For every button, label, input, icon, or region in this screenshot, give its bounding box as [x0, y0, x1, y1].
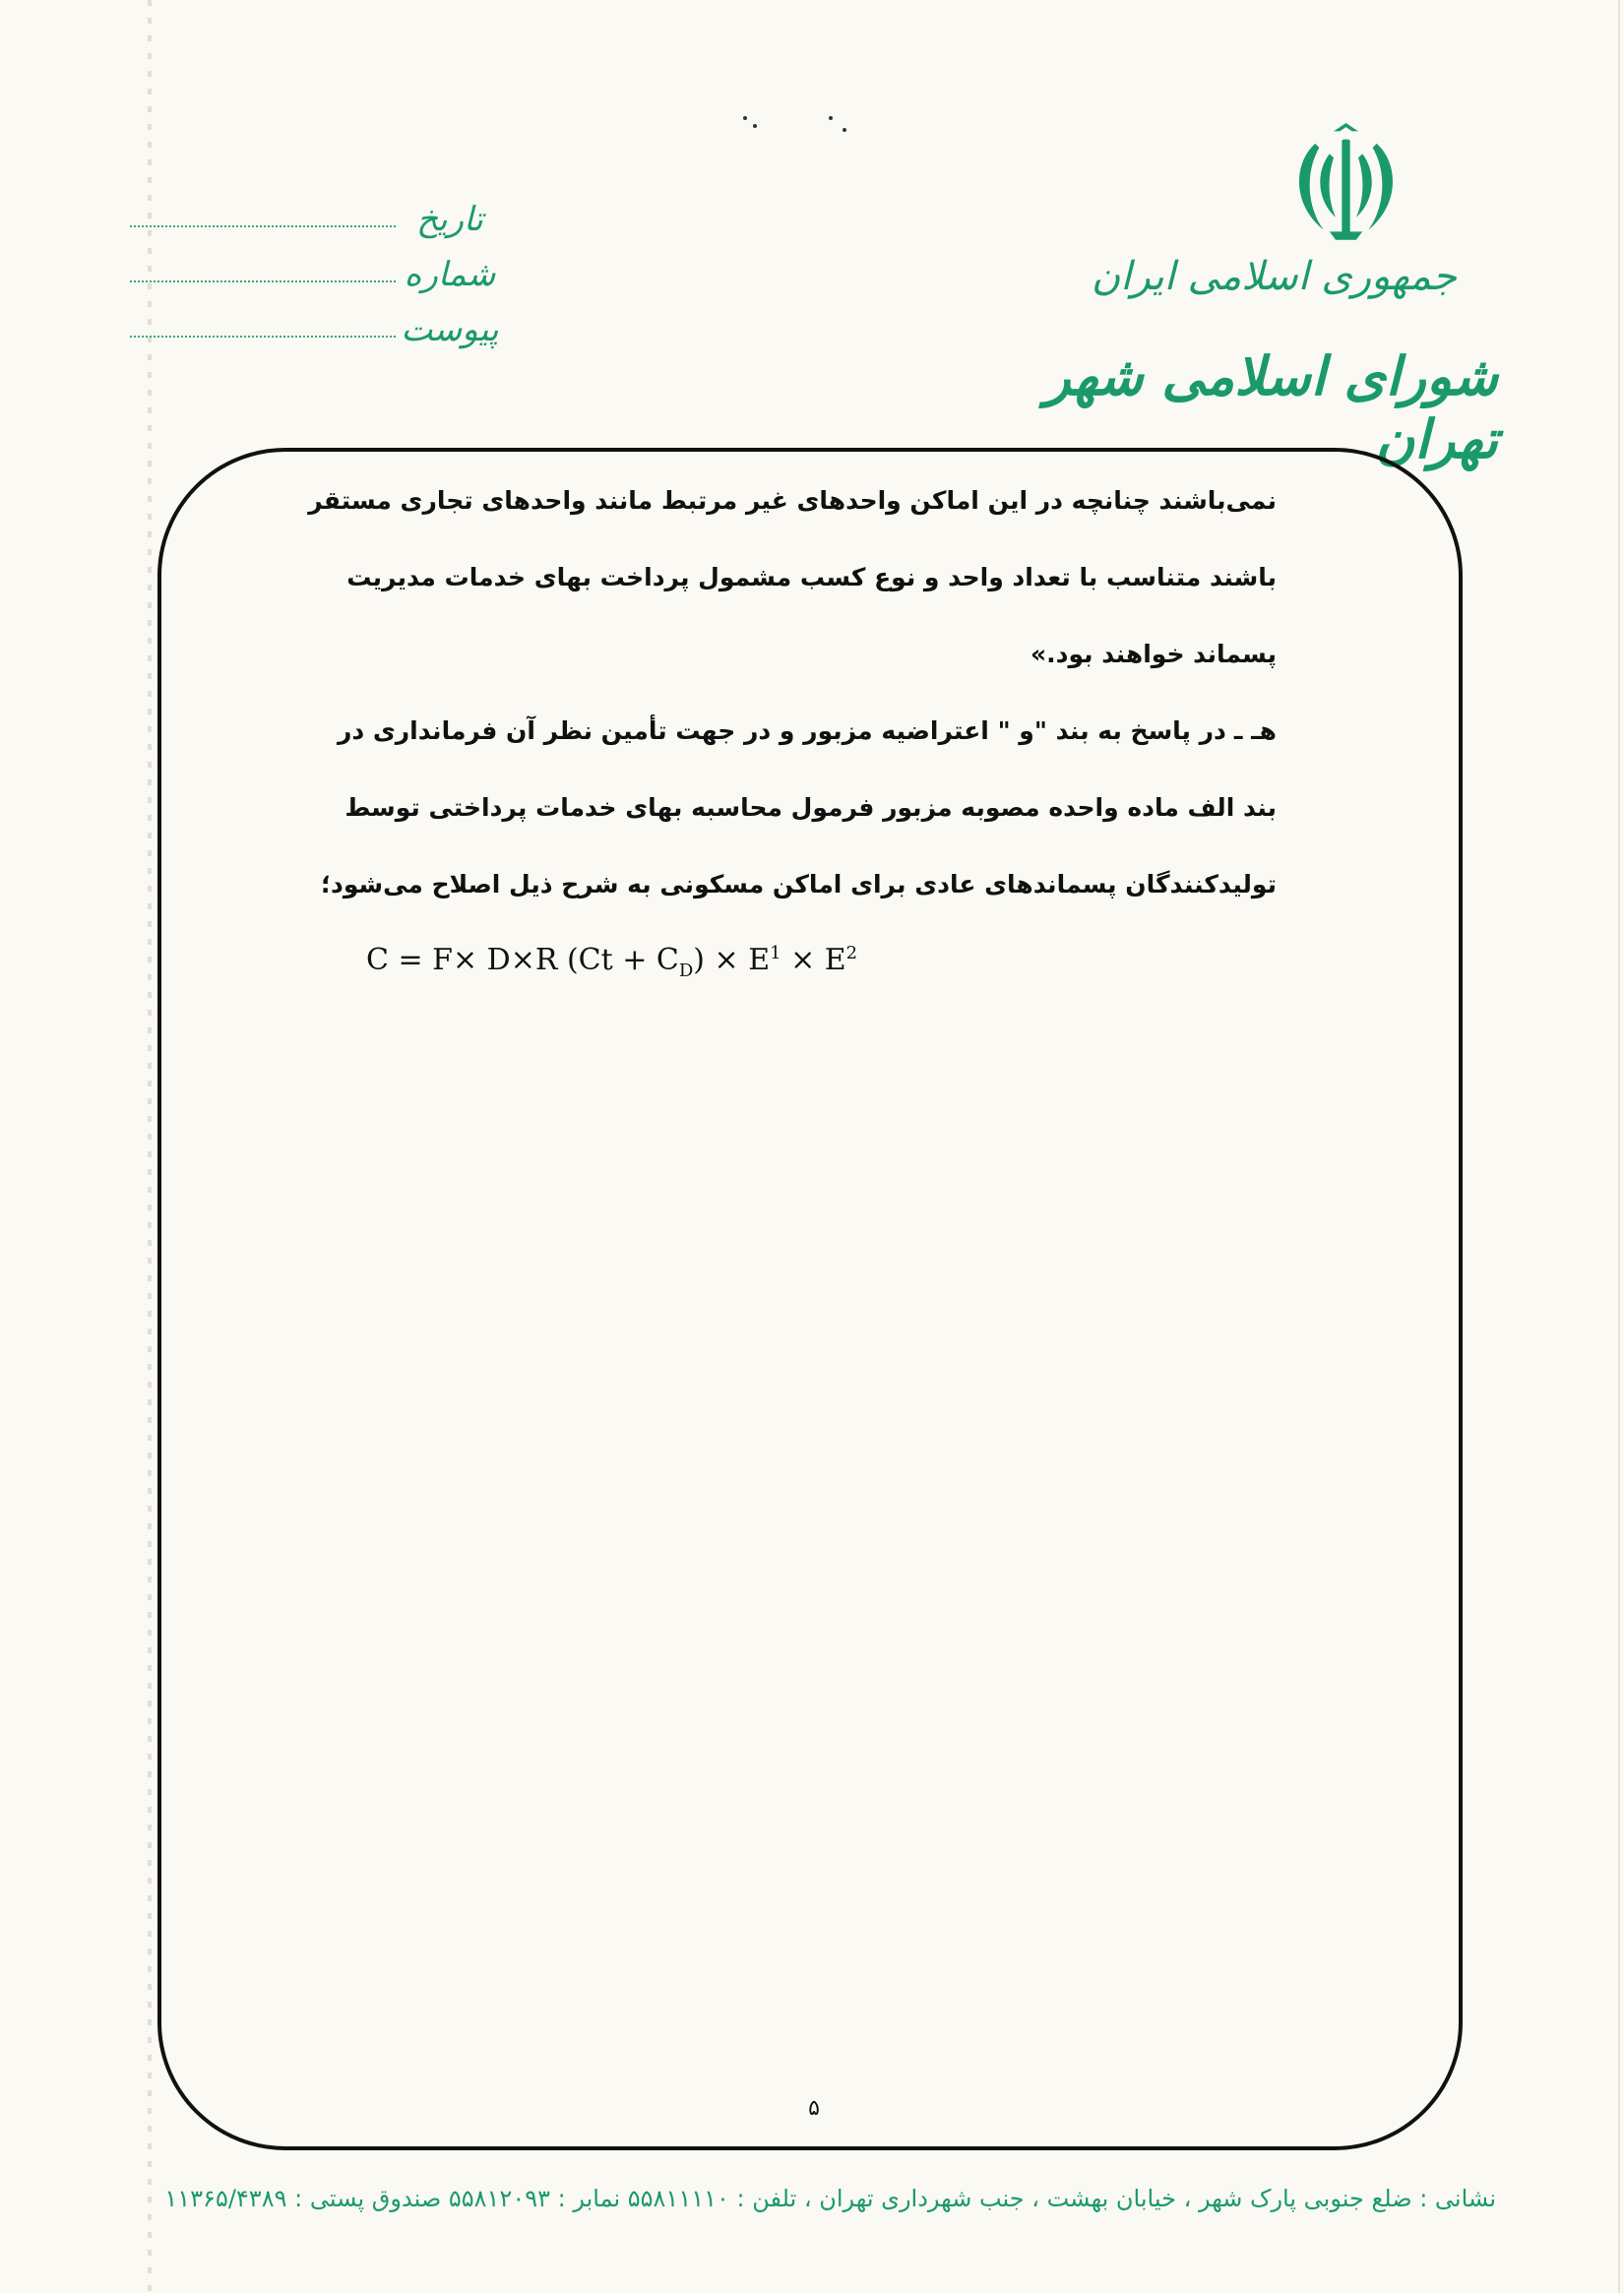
- meta-label-number: شماره: [404, 255, 496, 294]
- scan-speck: [753, 124, 757, 128]
- section-line: تولیدکنندگان پسماندهای عادی برای اماکن مسکونی به شرح ذیل اصلاح می‌شود؛: [321, 870, 1277, 899]
- meta-fields: [130, 192, 504, 357]
- meta-row-attachment: [130, 302, 504, 357]
- header-council: شورای اسلامی شهر تهران: [1044, 344, 1498, 470]
- body-line: باشند متناسب با تعداد واحد و نوع کسب مشمول پرداخت بهای خدمات مدیریت: [346, 563, 1277, 591]
- meta-row-number: [130, 247, 504, 302]
- scan-speck: [843, 128, 846, 132]
- formula-sup2: 2: [845, 943, 858, 963]
- page-edge: [1618, 0, 1620, 2293]
- footer-address: نشانی : ضلع جنوبی پارک شهر ، خیابان بهشت ، جنب شهرداری تهران ، تلفن : ۵۵۸۱۱۱۱۰ نمابر : ۵۵۸۱۲۰۹۳ صندوق پستی : ۱۱۳۶۵/۴۳۸۹: [164, 2185, 1496, 2212]
- section-first-line: [337, 693, 1277, 770]
- formula-mid: ) × E: [693, 943, 771, 977]
- formula-sup1: 1: [770, 943, 781, 963]
- meta-row-date: [130, 192, 504, 247]
- meta-line-number: [130, 280, 396, 282]
- formula-mid2: × E: [781, 943, 846, 977]
- meta-label-date: تاریخ: [416, 200, 483, 239]
- meta-line-date: [130, 225, 396, 227]
- section-line-text: در پاسخ به بند "و " اعتراضیه مزبور و در جهت تأمین نظر آن فرمانداری در: [337, 716, 1226, 745]
- letter-body: [308, 463, 1277, 923]
- meta-label-attachment: پیوست: [401, 310, 499, 349]
- section-line: بند الف ماده واحده مصوبه مزبور فرمول محاسبه بهای خدمات پرداختی توسط: [344, 793, 1277, 822]
- formula: [366, 943, 857, 981]
- body-line: پسماند خواهند بود.»: [1031, 640, 1277, 668]
- scan-speck: [743, 116, 747, 120]
- section-marker: هـ ـ: [1233, 716, 1277, 745]
- iran-emblem-icon: [1284, 123, 1407, 246]
- formula-left: C = F× D×R (Ct + C: [366, 943, 679, 977]
- page-number: ۵: [808, 2096, 820, 2121]
- formula-sub: D: [678, 961, 694, 981]
- scan-speck: [829, 116, 833, 120]
- header-republic: جمهوری اسلامی ایران: [1091, 254, 1457, 299]
- meta-line-attachment: [130, 336, 396, 338]
- body-line: نمی‌باشند چنانچه در این اماکن واحدهای غیر مرتبط مانند واحدهای تجاری مستقر: [308, 486, 1277, 515]
